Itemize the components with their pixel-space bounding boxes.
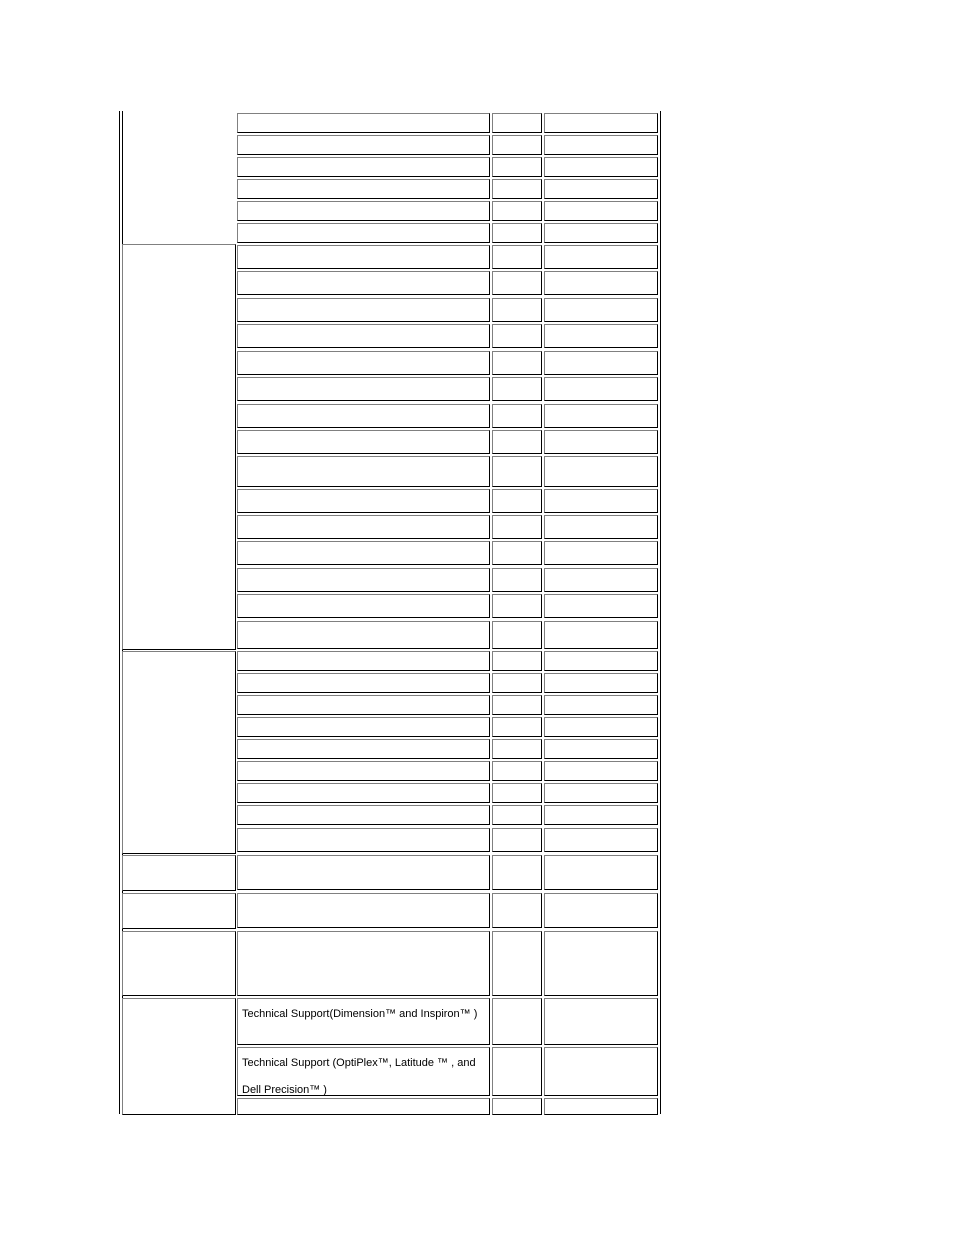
number-cell <box>544 377 658 401</box>
number-cell <box>544 931 658 996</box>
number-cell <box>544 893 658 928</box>
number-cell <box>544 351 658 375</box>
service-cell <box>237 739 490 759</box>
number-cell <box>544 761 658 781</box>
number-cell <box>544 179 658 199</box>
number-cell <box>544 568 658 592</box>
number-cell <box>544 739 658 759</box>
service-cell <box>237 1047 490 1096</box>
number-cell <box>544 1047 658 1096</box>
area-code-cell <box>492 1047 542 1096</box>
service-cell <box>237 568 490 592</box>
area-code-cell <box>492 1098 542 1115</box>
service-cell <box>237 201 490 221</box>
service-cell <box>237 324 490 348</box>
service-cell <box>237 377 490 401</box>
number-cell <box>544 489 658 513</box>
number-cell <box>544 157 658 177</box>
service-cell <box>237 621 490 649</box>
area-code-cell <box>492 717 542 737</box>
area-code-cell <box>492 541 542 565</box>
service-label: Technical Support(Dimension™ and Inspiron™ ) <box>242 1008 478 1020</box>
area-code-cell <box>492 324 542 348</box>
area-code-cell <box>492 695 542 715</box>
area-code-cell <box>492 298 542 322</box>
area-code-cell <box>492 893 542 928</box>
area-code-cell <box>492 404 542 428</box>
area-code-cell <box>492 855 542 890</box>
service-cell <box>237 828 490 852</box>
service-cell <box>237 157 490 177</box>
area-code-cell <box>492 430 542 454</box>
service-cell <box>237 404 490 428</box>
number-cell <box>544 695 658 715</box>
area-code-cell <box>492 489 542 513</box>
area-code-cell <box>492 377 542 401</box>
area-code-cell <box>492 113 542 133</box>
number-cell <box>544 404 658 428</box>
country-cell <box>122 998 236 1115</box>
number-cell <box>544 621 658 649</box>
service-cell <box>237 893 490 928</box>
number-cell <box>544 1098 658 1115</box>
number-cell <box>544 430 658 454</box>
service-cell <box>237 783 490 803</box>
area-code-cell <box>492 805 542 825</box>
number-cell <box>544 298 658 322</box>
service-cell <box>237 456 490 487</box>
number-cell <box>544 135 658 155</box>
area-code-cell <box>492 515 542 539</box>
number-cell <box>544 456 658 487</box>
area-code-cell <box>492 245 542 269</box>
area-code-cell <box>492 931 542 996</box>
area-code-cell <box>492 739 542 759</box>
number-cell <box>544 783 658 803</box>
table-left-border <box>119 111 120 1114</box>
area-code-cell <box>492 673 542 693</box>
area-code-cell <box>492 568 542 592</box>
number-cell <box>544 717 658 737</box>
number-cell <box>544 113 658 133</box>
service-cell <box>237 351 490 375</box>
service-cell <box>237 931 490 996</box>
service-cell <box>237 651 490 671</box>
number-cell <box>544 828 658 852</box>
service-cell <box>237 541 490 565</box>
area-code-cell <box>492 594 542 618</box>
number-cell <box>544 324 658 348</box>
service-cell <box>237 135 490 155</box>
area-code-cell <box>492 135 542 155</box>
service-cell <box>237 855 490 890</box>
number-cell <box>544 855 658 890</box>
area-code-cell <box>492 223 542 243</box>
number-cell <box>544 515 658 539</box>
number-cell <box>544 594 658 618</box>
service-cell <box>237 673 490 693</box>
area-code-cell <box>492 783 542 803</box>
country-cell <box>122 651 236 854</box>
number-cell <box>544 245 658 269</box>
service-cell <box>237 805 490 825</box>
country-cell <box>122 931 236 996</box>
area-code-cell <box>492 271 542 295</box>
service-cell <box>237 695 490 715</box>
number-cell <box>544 541 658 565</box>
table-right-border <box>660 111 661 1114</box>
number-cell <box>544 673 658 693</box>
area-code-cell <box>492 761 542 781</box>
country-cell <box>122 893 236 929</box>
service-cell <box>237 515 490 539</box>
service-cell <box>237 489 490 513</box>
number-cell <box>544 271 658 295</box>
service-cell <box>237 761 490 781</box>
area-code-cell <box>492 456 542 487</box>
service-cell <box>237 594 490 618</box>
area-code-cell <box>492 157 542 177</box>
number-cell <box>544 998 658 1045</box>
service-label: Technical Support (OptiPlex™, Latitude ™ , and Dell Precision™ ) <box>242 1057 476 1096</box>
number-cell <box>544 223 658 243</box>
country-cell <box>122 244 236 650</box>
service-cell <box>237 717 490 737</box>
number-cell <box>544 805 658 825</box>
area-code-cell <box>492 828 542 852</box>
area-code-cell <box>492 201 542 221</box>
area-code-cell <box>492 621 542 649</box>
service-cell <box>237 179 490 199</box>
number-cell <box>544 651 658 671</box>
service-cell <box>237 245 490 269</box>
country-cell <box>122 855 236 891</box>
service-cell <box>237 223 490 243</box>
service-cell <box>237 998 490 1045</box>
service-cell <box>237 113 490 133</box>
area-code-cell <box>492 651 542 671</box>
number-cell <box>544 201 658 221</box>
service-cell <box>237 430 490 454</box>
service-cell <box>237 1098 490 1115</box>
service-cell <box>237 271 490 295</box>
area-code-cell <box>492 351 542 375</box>
area-code-cell <box>492 998 542 1045</box>
service-cell <box>237 298 490 322</box>
area-code-cell <box>492 179 542 199</box>
